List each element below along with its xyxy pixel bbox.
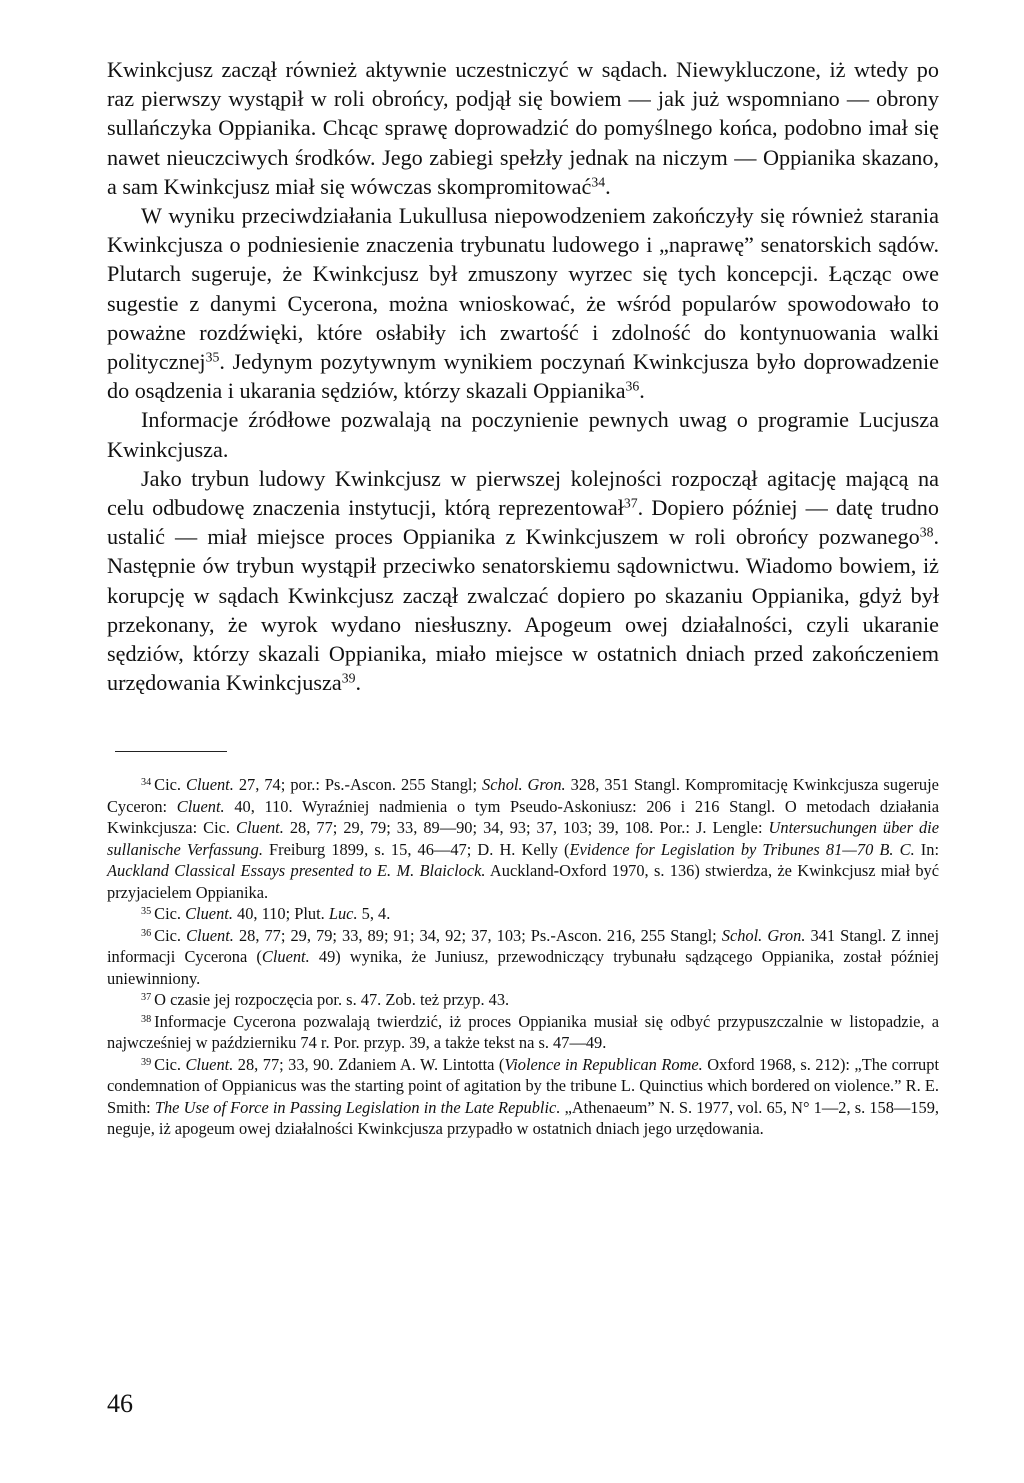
text-run: Cic. bbox=[154, 1054, 186, 1074]
paragraph-2 bbox=[107, 201, 939, 405]
footnote-number: 36 bbox=[141, 927, 152, 939]
text-run: 40, 110; Plut. bbox=[232, 904, 329, 924]
text-run: 341 Stangl. Z innej informacji Cycerona ( bbox=[107, 925, 940, 967]
text-run: Violence in Republican Rome. bbox=[504, 1054, 703, 1074]
text-run: . bbox=[355, 670, 362, 696]
footnote-number: 39 bbox=[141, 1056, 152, 1068]
text-run: Auckland-Oxford 1970, s. 136) stwierdza, że Kwinkcjusz miał być przyjacielem Oppianika. bbox=[107, 861, 939, 902]
text-run: Schol. Gron. bbox=[721, 925, 806, 945]
footnote-ref-36[interactable]: 36 bbox=[625, 378, 640, 394]
footnote-number: 34 bbox=[141, 777, 152, 789]
footnote-36 bbox=[107, 925, 939, 990]
footnote-separator bbox=[115, 751, 227, 752]
text-run: 40, 110. Wyraźniej nadmienia o tym Pseudo-Askoniusz: 206 i 216 Stangl. O metodach działania Kwinkcjusza: Cic. bbox=[107, 796, 939, 838]
text-run: 49) wynika, że Juniusz, przewodniczący trybunału sądzącego Oppianika, został później uniewinniony. bbox=[107, 947, 939, 988]
footnote-38 bbox=[107, 1011, 939, 1054]
text-run: . Dopiero później — datę trudno ustalić — miał miejsce proces Oppianika z Kwinkcjuszem w roli obrońcy pozwanego bbox=[107, 495, 939, 550]
text-run: Oxford 1968, s. 212): „The corrupt condemnation of Oppianicus was the starting point of agitation by the tribune L. Quinctius which bordered on violence.” R. E. Smith: bbox=[107, 1054, 939, 1117]
text-run: Cluent. bbox=[236, 818, 284, 838]
text-run: „Athenaeum” N. S. 1977, vol. 65, N° 1—2, s. 158—159, neguje, iż apogeum owej działalności Kwinkcjusza przypadło w ostatnich dniach jego urzędowania. bbox=[107, 1097, 939, 1139]
paragraph-3 bbox=[107, 405, 939, 463]
text-run: Schol. Gron. bbox=[482, 775, 566, 795]
footnote-34 bbox=[107, 774, 939, 903]
text-run: Cluent. bbox=[261, 947, 310, 967]
page-content bbox=[107, 55, 939, 1140]
text-run: Informacje Cycerona pozwalają twierdzić, iż proces Oppianika musiał się odbyć przypuszczalnie w listopadzie, a najwcześniej w październiku 74 r. Por. przyp. 39, a także tekst na s. 47—49. bbox=[107, 1011, 939, 1053]
footnote-number: 35 bbox=[141, 906, 152, 918]
text-run: Cic. bbox=[154, 775, 187, 795]
text-run: Cluent. bbox=[185, 904, 233, 924]
footnote-ref-34[interactable]: 34 bbox=[591, 174, 606, 190]
text-run: . Następnie ów trybun wystąpił przeciwko senatorskiemu sądownictwu. Wiadomo bowiem, iż korupcję w sądach Kwinkcjusz zaczął zwalczać dopiero po skazaniu Oppianika, gdyż był przekonany, że wyrok wydano niesłuszny. Apogeum owej działalności, czyli ukaranie sędziów, którzy skazali Oppianika, miało miejsce w ostatnich dniach przed zakończeniem urzędowania Kwinkcjusza bbox=[107, 524, 939, 696]
footnote-ref-38[interactable]: 38 bbox=[919, 524, 934, 540]
text-run: Untersuchungen über die sullanische Verfassung. bbox=[107, 818, 939, 859]
text-run: Cic. bbox=[154, 904, 186, 924]
text-run: Cluent. bbox=[186, 925, 234, 945]
text-run: Cic. bbox=[154, 925, 187, 945]
text-run: In: bbox=[914, 839, 940, 859]
text-run: Cluent. bbox=[176, 796, 225, 816]
footnote-ref-37[interactable]: 37 bbox=[623, 495, 638, 511]
paragraph-4 bbox=[107, 464, 939, 698]
text-run: W wyniku przeciwdziałania Lukullusa niepowodzeniem zakończyły się również starania Kwinkcjusza o podniesienie znaczenia trybunatu ludowego i „naprawę” senatorskich sądów. Plutarch sugeruje, że Kwinkcjusz był zmuszony wyrzec się tych koncepcji. Łącząc owe sugestie z danymi Cycerona, można wnioskować, że wśród popularów spowodowało to poważne rozdźwięki, które osłabiły ich zwartość i zdolność do kontynuowania walki politycznej bbox=[107, 203, 939, 375]
text-run: 328, 351 Stangl. Kompromitację Kwinkcjusza sugeruje Cyceron: bbox=[107, 775, 939, 816]
page-number: 46 bbox=[107, 1389, 133, 1418]
text-run: Cluent. bbox=[185, 1054, 234, 1074]
text-run: . Jedynym pozytywnym wynikiem poczynań Kwinkcjusza było doprowadzenie do osądzenia i ukarania sędziów, którzy skazali Oppianika bbox=[107, 349, 939, 404]
text-run: Kwinkcjusz zaczął również aktywnie uczestniczyć w sądach. Niewykluczone, iż wtedy po raz pierwszy wystąpił w roli obrońcy, podjął się bowiem — jak już wspomniano — obrony sullańczyka Oppianika. Chcąc sprawę doprowadzić do pomyślnego końca, podobno imał się nawet nieuczciwych środków. Jego zabiegi spełzły jednak na niczym — Oppianika skazano, a sam Kwinkcjusz miał się wówczas skompromitować bbox=[107, 57, 939, 199]
footnote-39 bbox=[107, 1054, 939, 1140]
footnotes bbox=[107, 774, 939, 1140]
text-run: . bbox=[639, 378, 645, 404]
footnote-ref-39[interactable]: 39 bbox=[341, 670, 356, 686]
footnote-37 bbox=[107, 989, 939, 1011]
text-run: Jako trybun ludowy Kwinkcjusz w pierwszej kolejności rozpoczął agitację mającą na celu odbudowę znaczenia instytucji, którą reprezentował bbox=[107, 465, 939, 521]
text-run: 28, 77; 33, 90. Zdaniem A. W. Lintotta ( bbox=[233, 1054, 505, 1074]
footnote-ref-35[interactable]: 35 bbox=[205, 349, 220, 365]
text-run: Freiburg 1899, s. 15, 46—47; D. H. Kelly ( bbox=[262, 839, 570, 859]
text-run: Auckland Classical Essays presented to E. M. Blaiclock. bbox=[107, 861, 486, 881]
footnote-number: 37 bbox=[141, 992, 152, 1004]
text-run: . bbox=[605, 173, 611, 199]
text-run: 28, 77; 29, 79; 33, 89; 91; 34, 92; 37, 103; Ps.-Ascon. 216, 255 Stangl; bbox=[233, 925, 722, 945]
text-run: Evidence for Legislation by Tribunes 81—70 B. C. bbox=[569, 839, 915, 859]
text-run: 27, 74; por.: Ps.-Ascon. 255 Stangl; bbox=[233, 775, 483, 795]
text-run: O czasie jej rozpoczęcia por. s. 47. Zob. też przyp. 43. bbox=[154, 990, 510, 1010]
text-run: 5, 4. bbox=[357, 904, 391, 924]
paragraph-1 bbox=[107, 55, 939, 201]
text-run: Informacje źródłowe pozwalają na poczynienie pewnych uwag o programie Lucjusza Kwinkcjusza. bbox=[107, 407, 939, 462]
text-run: 28, 77; 29, 79; 33, 89—90; 34, 93; 37, 103; 39, 108. Por.: J. Lengle: bbox=[283, 818, 769, 838]
footnote-number: 38 bbox=[141, 1013, 152, 1025]
text-run: Cluent. bbox=[186, 775, 234, 795]
footnote-35 bbox=[107, 903, 939, 925]
text-run: The Use of Force in Passing Legislation in the Late Republic. bbox=[154, 1097, 561, 1117]
text-run: Luc. bbox=[328, 904, 358, 924]
